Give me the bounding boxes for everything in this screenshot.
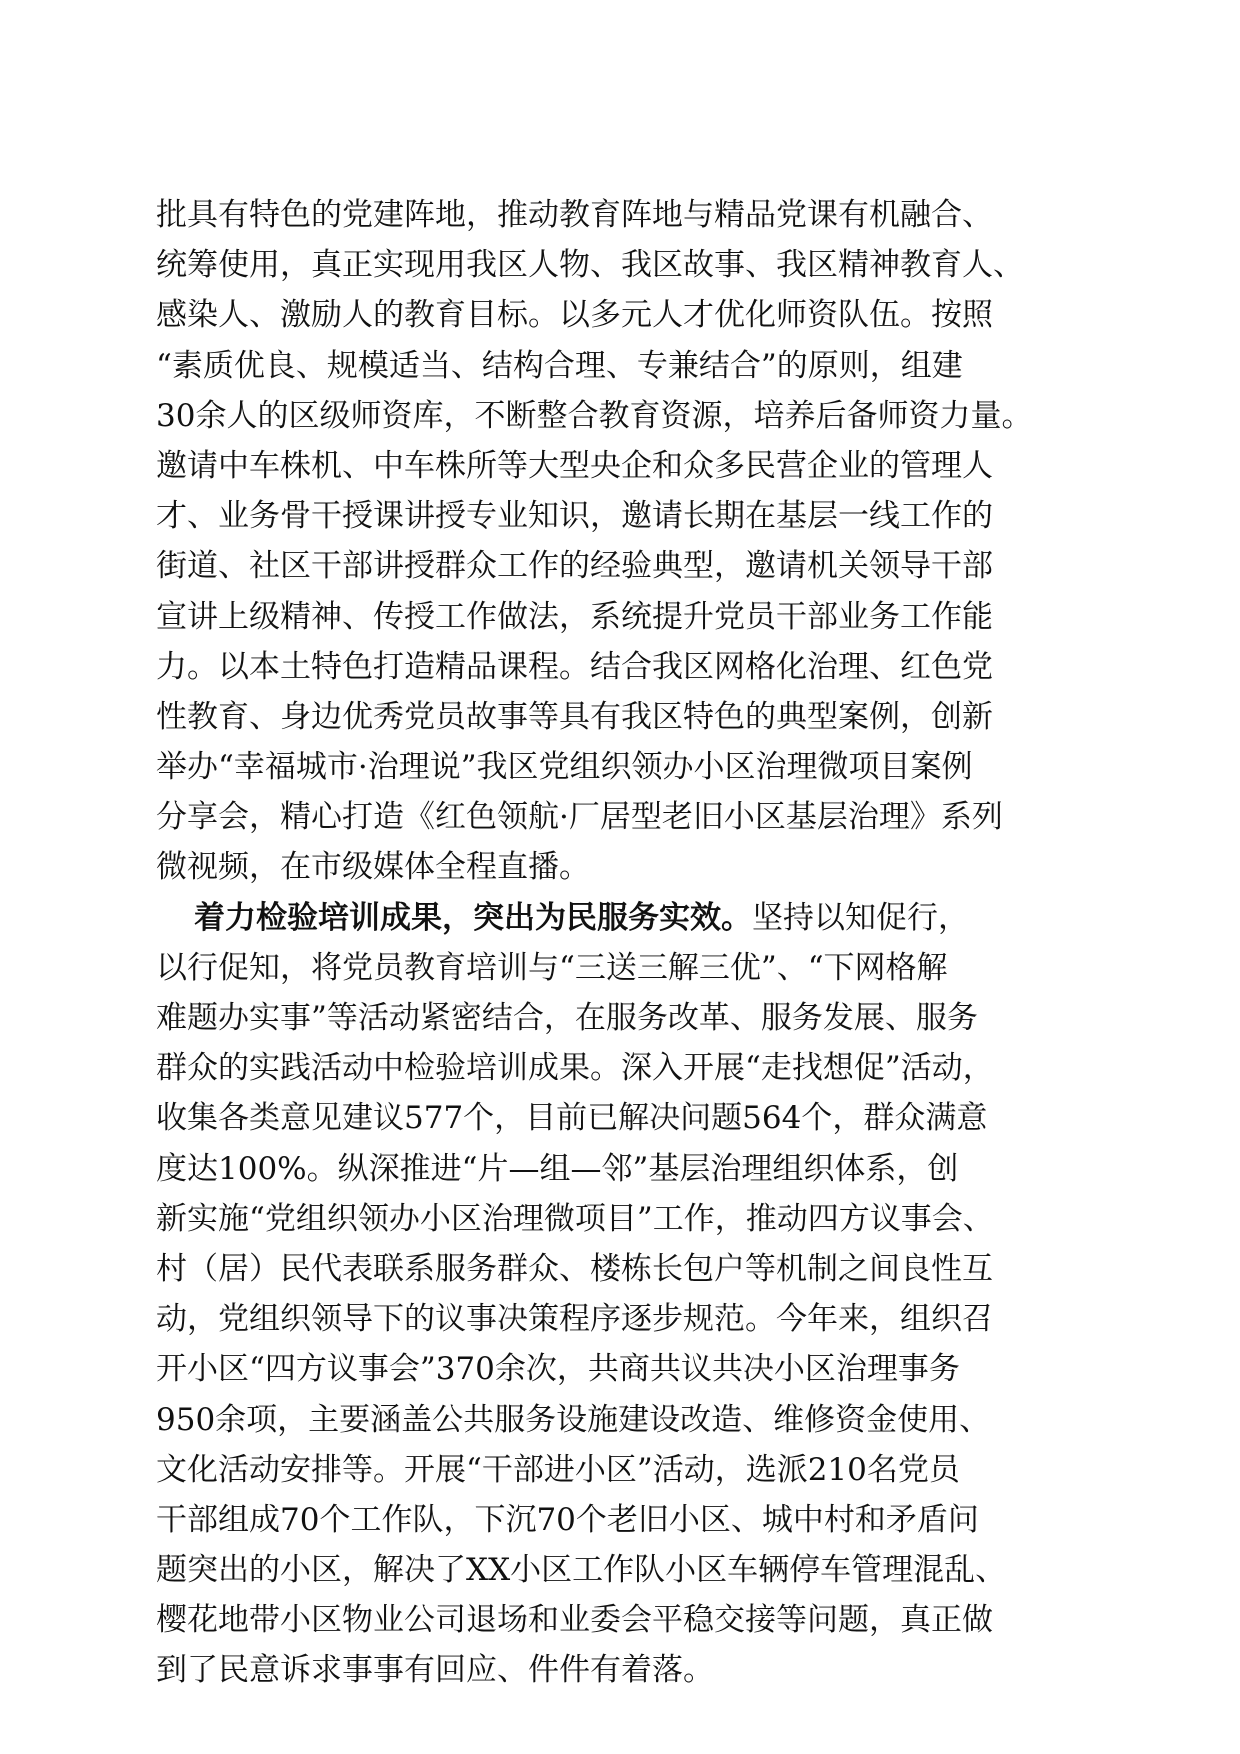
document-body <box>156 190 1096 1696</box>
text-line: 难题办实事”等活动紧密结合，在服务改革、服务发展、服务 <box>156 1000 978 1036</box>
text-line: 收集各类意见建议577个，目前已解决问题564个，群众满意 <box>156 1100 988 1137</box>
text-line: 邀请中车株机、中车株所等大型央企和众多民营企业的管理人 <box>156 447 993 484</box>
text-line: 干部组成70个工作队，下沉70个老旧小区、城中村和矛盾问 <box>156 1501 979 1538</box>
text-line: 950余项，主要涵盖公共服务设施建设改造、维修资金使用、 <box>156 1401 991 1438</box>
text-line: 街道、社区干部讲授群众工作的经验典型，邀请机关领导干部 <box>156 548 993 585</box>
text-line: 群众的实践活动中检验培训成果。深入开展“走找想促”活动， <box>156 1050 994 1087</box>
text-line: 统筹使用，真正实现用我区人物、我区故事、我区精神教育人、 <box>156 247 1024 284</box>
text-line: 动，党组织领导下的议事决策程序逐步规范。今年来，组织召 <box>156 1301 993 1338</box>
paragraph-first-line <box>156 893 1096 943</box>
paragraph-heading: 着力检验培训成果，突出为民服务实效。 <box>194 899 752 936</box>
paragraph-training-results <box>156 893 1096 1696</box>
text-line: 举办“幸福城市·治理说”我区党组织领办小区治理微项目案例 <box>156 749 973 786</box>
text-line: 批具有特色的党建阵地，推动教育阵地与精品党课有机融合、 <box>156 197 993 233</box>
text-line: 到了民意诉求事事有回应、件件有着落。 <box>156 1652 714 1689</box>
heading-continuation: 坚持以知促行， <box>752 899 969 936</box>
text-line: 开小区“四方议事会”370余次，共商共议共决小区治理事务 <box>156 1351 960 1388</box>
text-line: 才、业务骨干授课讲授专业知识，邀请长期在基层一线工作的 <box>156 498 993 535</box>
text-line: 性教育、身边优秀党员故事等具有我区特色的典型案例，创新 <box>156 698 993 735</box>
text-line: 文化活动安排等。开展“干部进小区”活动，选派210名党员 <box>156 1451 960 1488</box>
text-line: “素质优良、规模适当、结构合理、专兼结合”的原则，组建 <box>156 347 963 384</box>
text-line: 题突出的小区，解决了XX小区工作队小区车辆停车管理混乱、 <box>156 1552 1007 1589</box>
text-line: 新实施“党组织领办小区治理微项目”工作，推动四方议事会、 <box>156 1200 994 1237</box>
text-line: 宣讲上级精神、传授工作做法，系统提升党员干部业务工作能 <box>156 598 993 635</box>
text-line: 感染人、激励人的教育目标。以多元人才优化师资队伍。按照 <box>156 297 993 334</box>
text-line: 度达100%。纵深推进“片—组—邻”基层治理组织体系，创 <box>156 1150 959 1187</box>
text-line: 30余人的区级师资库，不断整合教育资源，培养后备师资力量。 <box>156 397 1033 434</box>
text-line: 力。以本土特色打造精品课程。结合我区网格化治理、红色党 <box>156 648 993 685</box>
text-line: 以行促知，将党员教育培训与“三送三解三优”、“下网格解 <box>156 949 948 986</box>
text-line: 村（居）民代表联系服务群众、楼栋长包户等机制之间良性互 <box>156 1250 993 1287</box>
text-line: 微视频，在市级媒体全程直播。 <box>156 849 590 886</box>
text-line: 樱花地带小区物业公司退场和业委会平稳交接等问题，真正做 <box>156 1602 993 1639</box>
text-line: 分享会，精心打造《红色领航·厂居型老旧小区基层治理》系列 <box>156 799 1003 836</box>
paragraph-party-education-resources <box>156 190 1096 893</box>
